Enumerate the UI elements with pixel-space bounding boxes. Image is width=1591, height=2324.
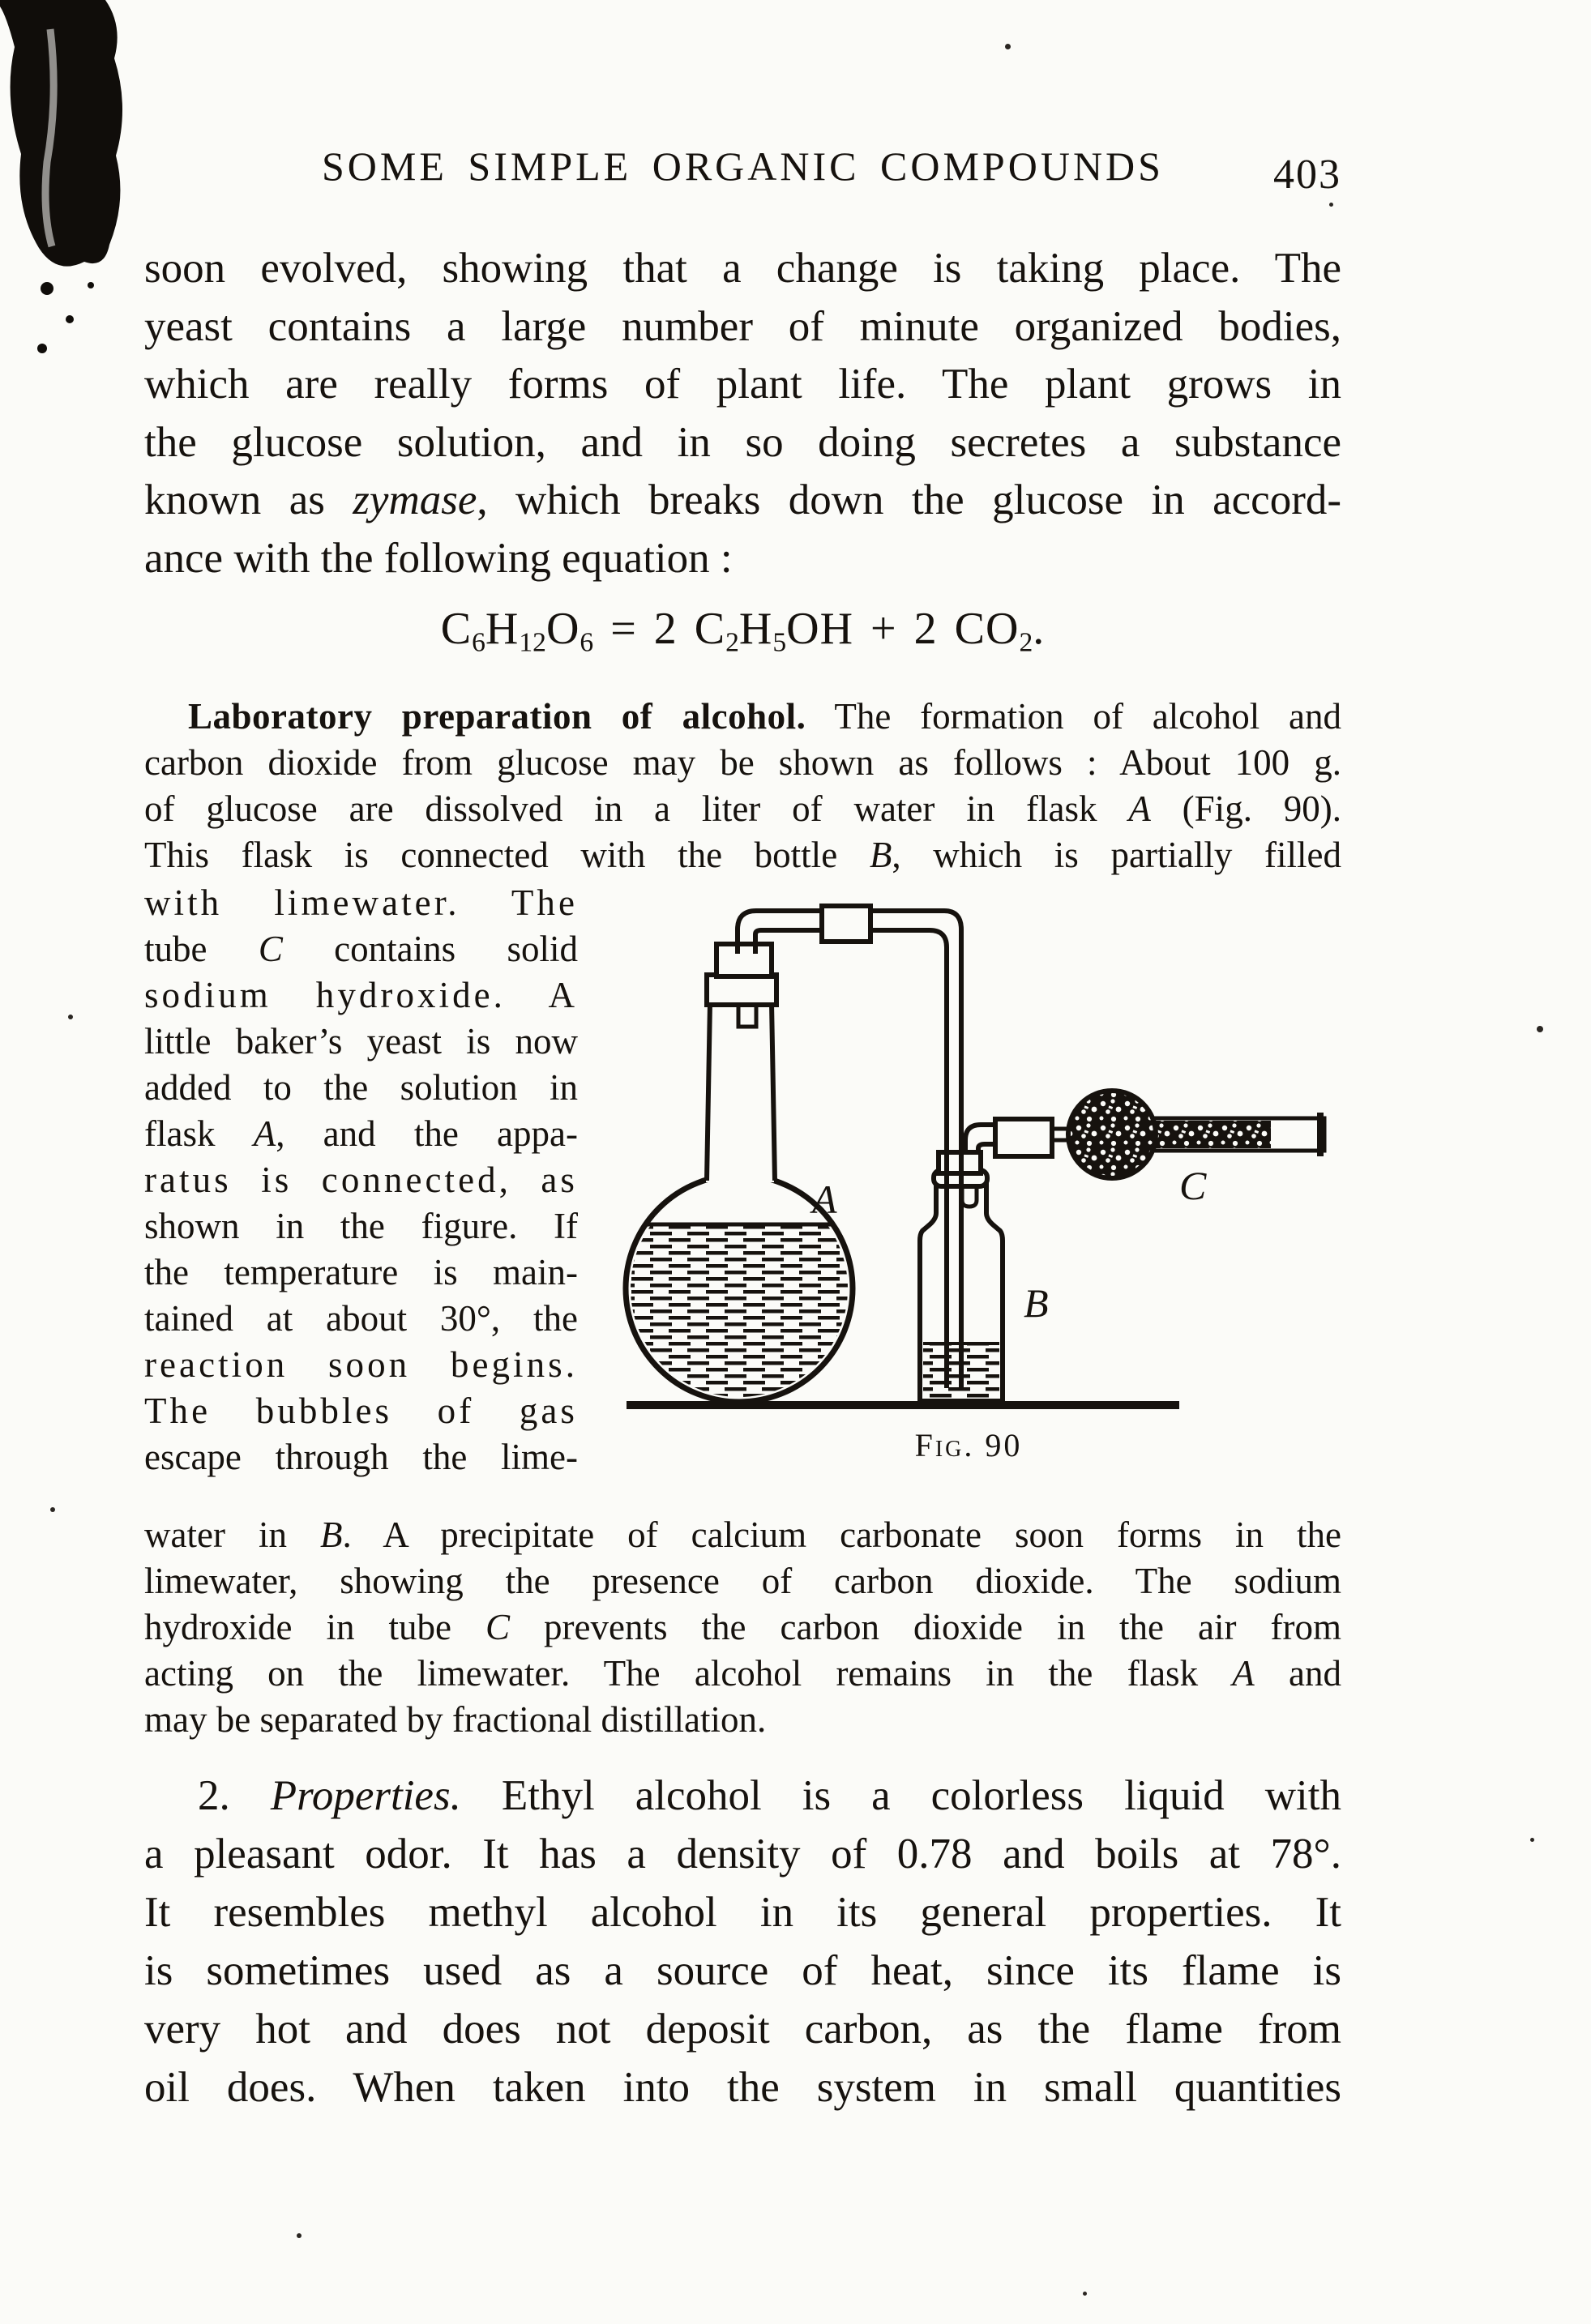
- flask-stopper: [707, 944, 776, 1027]
- text-segment: of glucose are dissolved in a liter of water in flask: [144, 788, 1129, 829]
- apparatus-drawing: [612, 879, 1358, 1414]
- scan-speckle: [1005, 44, 1011, 49]
- text-line: [144, 1019, 578, 1065]
- text-line: [144, 1203, 578, 1250]
- running-header: [144, 143, 1341, 199]
- text-segment: , which is partially filled: [892, 835, 1342, 875]
- text-segment: very hot and does not deposit carbon, as the flame from: [144, 2006, 1341, 2053]
- text-segment: added to the solution in: [144, 1067, 578, 1108]
- text-segment: known as: [144, 476, 353, 523]
- text-segment: (Fig. 90).: [1150, 788, 1342, 829]
- paragraph-properties: [144, 1766, 1341, 2117]
- text-segment: oil does. When taken into the system in small quantities: [144, 2064, 1341, 2111]
- ink-speck: [88, 282, 94, 288]
- text-segment: Ethyl alcohol is a colorless liquid with: [460, 1772, 1342, 1819]
- text-line: [144, 1558, 1341, 1604]
- ink-speck: [37, 344, 47, 353]
- text-segment: prevents the carbon dioxide in the air from: [510, 1607, 1341, 1647]
- text-segment: A: [253, 1113, 276, 1154]
- text-segment: acting on the limewater. The alcohol remains in the flask: [144, 1653, 1233, 1694]
- text-segment: zymase: [353, 476, 477, 523]
- scan-speckle: [1530, 1838, 1534, 1842]
- text-segment: 2.: [198, 1772, 271, 1819]
- text-line: [144, 1296, 578, 1342]
- text-line: [144, 414, 1341, 472]
- text-segment: shown in the figure. If: [144, 1206, 578, 1246]
- text-segment: hydroxide in tube: [144, 1607, 486, 1647]
- text-segment: water in: [144, 1514, 320, 1555]
- text-line: [144, 1766, 1341, 1825]
- text-segment: C: [485, 1607, 511, 1647]
- text-segment: B: [869, 835, 892, 875]
- bottle-label: B: [1024, 1280, 1049, 1326]
- text-segment: may be separated by fractional distillation.: [144, 1699, 767, 1740]
- text-segment: It resembles methyl alcohol in its general properties. It: [144, 1889, 1341, 1936]
- text-segment: sodium hydroxide. A: [144, 975, 578, 1015]
- text-line: [144, 472, 1341, 530]
- text-line: [144, 1942, 1341, 2000]
- text-line: [144, 1697, 1341, 1743]
- scan-speckle: [50, 1507, 55, 1512]
- text-line: [144, 1651, 1341, 1697]
- text-line: [144, 1065, 578, 1111]
- connector-sleeve-top: [822, 906, 870, 942]
- paragraph-intro: [144, 240, 1341, 587]
- flask-label: A: [812, 1177, 837, 1222]
- text-line: [144, 880, 578, 926]
- text-segment: 12: [519, 627, 546, 658]
- text-line: [144, 694, 1341, 740]
- text-segment: little baker’s yeast is now: [144, 1021, 578, 1062]
- text-line: [144, 356, 1341, 414]
- paragraph-below-figure: [144, 1512, 1341, 1743]
- text-segment: the temperature is main-: [144, 1252, 578, 1292]
- text-line: [144, 1512, 1341, 1558]
- text-segment: tube: [144, 929, 259, 969]
- text-segment: soon evolved, showing that a change is taking place. The: [144, 245, 1341, 292]
- text-line: [144, 240, 1341, 298]
- text-segment: C: [258, 929, 283, 969]
- drying-bulb: [1068, 1091, 1156, 1178]
- text-segment: C: [440, 604, 473, 654]
- text-segment: .: [1033, 604, 1046, 654]
- text-segment: ance with the following equation :: [144, 534, 733, 582]
- text-line: [144, 1604, 1341, 1651]
- left-column-text: [144, 880, 578, 1480]
- text-segment: with limewater. The: [144, 882, 578, 923]
- text-line: [144, 1157, 578, 1203]
- text-line: [144, 740, 1341, 786]
- text-segment: and: [1254, 1653, 1341, 1694]
- text-line: [144, 1883, 1341, 1942]
- chemical-equation: [144, 603, 1341, 658]
- page-number: 403: [1273, 152, 1341, 198]
- flask-liquid: [620, 1224, 863, 1410]
- text-line: [144, 926, 578, 972]
- text-line: [144, 972, 578, 1019]
- text-segment: The bubbles of gas: [144, 1391, 578, 1431]
- text-line: [144, 1434, 578, 1480]
- text-segment: flask: [144, 1113, 254, 1154]
- text-segment: , which breaks down the glucose in accord-: [477, 476, 1341, 523]
- text-segment: carbon dioxide from glucose may be shown as follows : About 100 g.: [144, 742, 1341, 783]
- text-line: [144, 1250, 578, 1296]
- text-segment: tained at about 30°, the: [144, 1298, 578, 1339]
- text-segment: 6: [472, 627, 485, 658]
- text-line: [144, 1388, 578, 1434]
- paragraph-lab-preparation: [144, 694, 1341, 878]
- text-segment: is sometimes used as a source of heat, since its flame is: [144, 1947, 1341, 1994]
- scan-speckle: [297, 2233, 302, 2238]
- text-segment: a pleasant odor. It has a density of 0.78 and boils at 78°.: [144, 1831, 1341, 1878]
- text-segment: The formation of alcohol and: [806, 696, 1342, 737]
- text-segment: , and the appa-: [276, 1113, 578, 1154]
- text-line: [144, 530, 1341, 588]
- scan-speckle: [1537, 1026, 1543, 1032]
- text-line: [144, 1825, 1341, 1883]
- text-segment: ratus is connected, as: [144, 1160, 578, 1200]
- text-segment: limewater, showing the presence of carbon dioxide. The sodium: [144, 1561, 1341, 1601]
- text-segment: = 2 C: [593, 604, 726, 654]
- text-segment: O: [545, 604, 580, 654]
- figure-apparatus: [612, 879, 1358, 1414]
- connector-sleeve-right: [995, 1119, 1052, 1156]
- text-segment: 6: [580, 627, 594, 658]
- text-segment: B: [319, 1514, 343, 1555]
- text-line: [144, 1342, 578, 1388]
- text-segment: 2: [725, 627, 739, 658]
- text-segment: escape through the lime-: [144, 1437, 578, 1477]
- text-segment: 2: [1019, 627, 1033, 658]
- text-segment: This flask is connected with the bottle: [144, 835, 870, 875]
- text-segment: Properties.: [270, 1772, 461, 1819]
- ink-blob: [0, 0, 122, 267]
- text-segment: yeast contains a large number of minute organized bodies,: [144, 302, 1341, 350]
- text-line: [144, 2000, 1341, 2058]
- text-segment: OH + 2 CO: [786, 604, 1020, 654]
- text-segment: A: [1232, 1653, 1255, 1694]
- text-segment: contains solid: [282, 929, 579, 969]
- text-segment: which are really forms of plant life. The plant grows in: [144, 361, 1341, 408]
- scan-speckle: [68, 1015, 73, 1019]
- ink-speck: [41, 282, 53, 295]
- text-line: [144, 786, 1341, 832]
- text-segment: . A precipitate of calcium carbonate soon forms in the: [342, 1514, 1342, 1555]
- text-segment: the glucose solution, and in so doing secretes a substance: [144, 418, 1341, 466]
- text-segment: reaction soon begins.: [144, 1344, 578, 1385]
- text-segment: A: [1128, 788, 1151, 829]
- text-line: [144, 832, 1341, 878]
- ink-speck: [66, 315, 74, 323]
- text-line: [144, 298, 1341, 357]
- text-segment: H: [485, 604, 520, 654]
- text-line: [144, 2058, 1341, 2117]
- scan-speckle: [1083, 2292, 1087, 2296]
- chapter-title: SOME SIMPLE ORGANIC COMPOUNDS: [322, 143, 1164, 189]
- text-line: [144, 1111, 578, 1157]
- text-segment: H: [738, 604, 773, 654]
- text-segment: 5: [772, 627, 787, 658]
- scan-speckle: [1329, 203, 1333, 207]
- text-segment: Laboratory preparation of alcohol.: [188, 696, 806, 737]
- tube-label: C: [1179, 1163, 1207, 1208]
- figure-caption: Fig. 90: [914, 1427, 1023, 1463]
- scan-artifact: [0, 0, 154, 381]
